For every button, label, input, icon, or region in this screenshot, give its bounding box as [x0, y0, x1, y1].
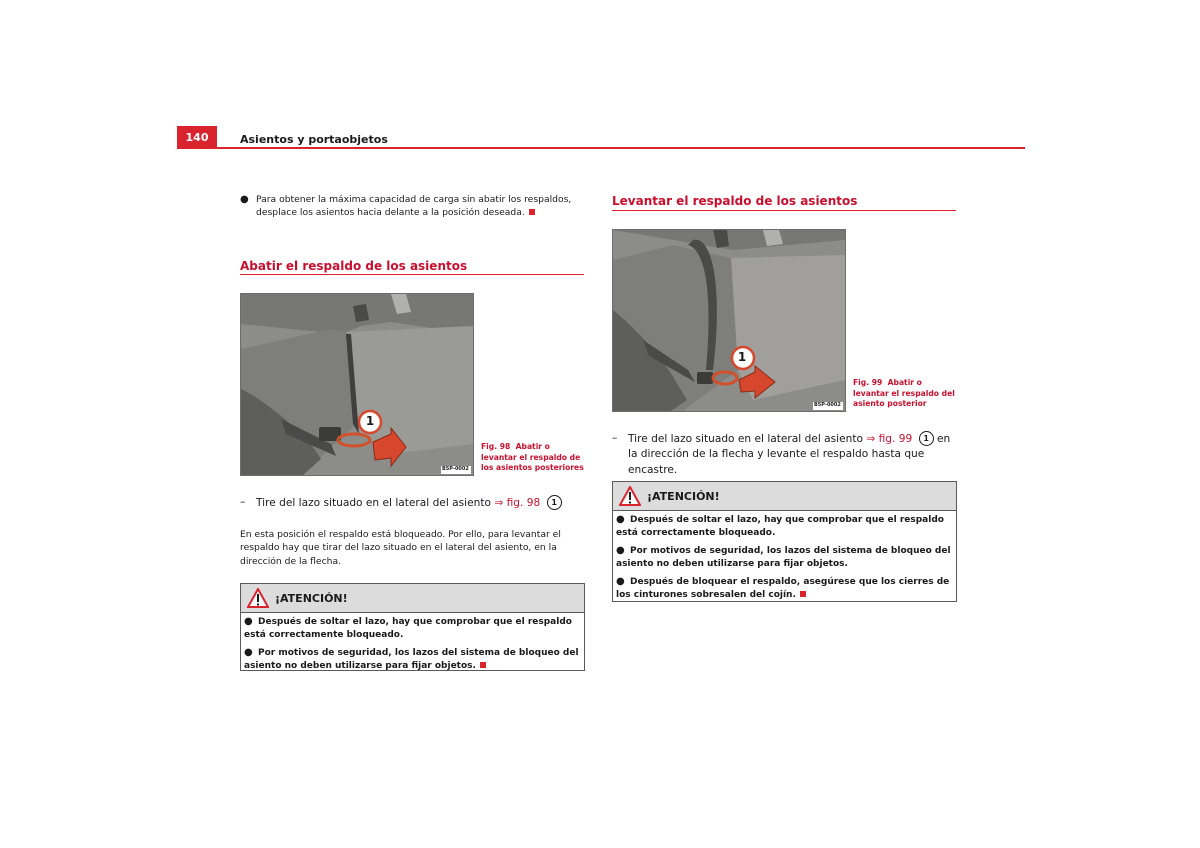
circle-1-marker: 1 [919, 431, 934, 446]
figure-98-caption [481, 442, 586, 474]
intro-bullet [240, 193, 580, 220]
figure-98-code: B5P-0002 [442, 466, 469, 472]
figure-99-code: B5P-0002 [814, 402, 841, 408]
figure-98-caption-text: Abatir o levantar el respaldo de los asientos posteriores [481, 442, 584, 472]
section-rule [612, 210, 956, 211]
fig-99-link[interactable]: ⇒ fig. 99 [866, 432, 913, 445]
figure-98-marker: 1 [365, 414, 375, 428]
bullet-dot: ● [240, 194, 249, 205]
figure-99-caption [853, 378, 958, 410]
warning-body [613, 511, 956, 608]
circle-1-marker: 1 [547, 495, 562, 510]
end-marker [800, 591, 806, 597]
step-left [240, 495, 585, 511]
fig-98-link[interactable]: ⇒ fig. 98 [494, 496, 541, 509]
warning-triangle-icon [619, 486, 641, 506]
figure-98-label: Fig. 98 [481, 442, 511, 451]
warning-item: ● Después de soltar el lazo, hay que comprobar que el respaldo está correctamente bloqueado. [616, 514, 944, 539]
warning-item: ● Después de soltar el lazo, hay que comprobar que el respaldo está correctamente bloqueado. [244, 616, 572, 641]
figure-99-image [612, 229, 846, 412]
figure-99-marker: 1 [737, 350, 747, 364]
step-right-text-after: en la dirección de la flecha y levante el respaldo hasta que encastre. [628, 432, 951, 476]
warning-title: ¡ATENCIÓN! [275, 591, 348, 605]
warning-item: ● Por motivos de seguridad, los lazos del sistema de bloqueo del asiento no deben utilizarse para fijar objetos. [616, 544, 951, 570]
step-right-text: Tire del lazo situado en el lateral del asiento [628, 432, 863, 445]
end-marker [529, 209, 535, 215]
end-marker [480, 662, 486, 668]
warning-box-right [612, 481, 957, 602]
figure-98-image [240, 293, 474, 476]
section-title-levantar: Levantar el respaldo de los asientos [612, 194, 858, 208]
left-paragraph: En esta posición el respaldo está bloqueado. Por ello, para levantar el respaldo hay que tirar del lazo situado en el lateral del asiento, en la dirección de la flecha. [240, 529, 561, 567]
figure-99-caption-text: Abatir o levantar el respaldo del asiento posterior [853, 378, 955, 408]
step-left-text: Tire del lazo situado en el lateral del asiento [256, 496, 491, 509]
figure-99-label: Fig. 99 [853, 378, 883, 387]
page-number: 140 [177, 126, 217, 148]
warning-title: ¡ATENCIÓN! [647, 489, 720, 503]
warning-box-left [240, 583, 585, 671]
step-right [612, 431, 958, 478]
warning-item: ● Por motivos de seguridad, los lazos del sistema de bloqueo del asiento no deben utilizarse para fijar objetos. [244, 646, 579, 672]
intro-bullet-text: Para obtener la máxima capacidad de carga sin abatir los respaldos, desplace los asientos hacia delante a la posición deseada. [256, 194, 572, 219]
step-dash: – [612, 432, 618, 444]
section-rule [240, 274, 584, 275]
section-title-abatir: Abatir el respaldo de los asientos [240, 259, 468, 273]
step-dash: – [240, 496, 246, 508]
warning-body [241, 613, 584, 680]
warning-header [241, 584, 584, 613]
running-header-title: Asientos y portaobjetos [240, 133, 388, 146]
header-rule [177, 147, 1025, 149]
warning-header [613, 482, 956, 511]
warning-item: ● Después de bloquear el respaldo, asegúrese que los cierres de los cinturones sobresalen del cojín. [616, 575, 950, 601]
warning-triangle-icon [247, 588, 269, 608]
